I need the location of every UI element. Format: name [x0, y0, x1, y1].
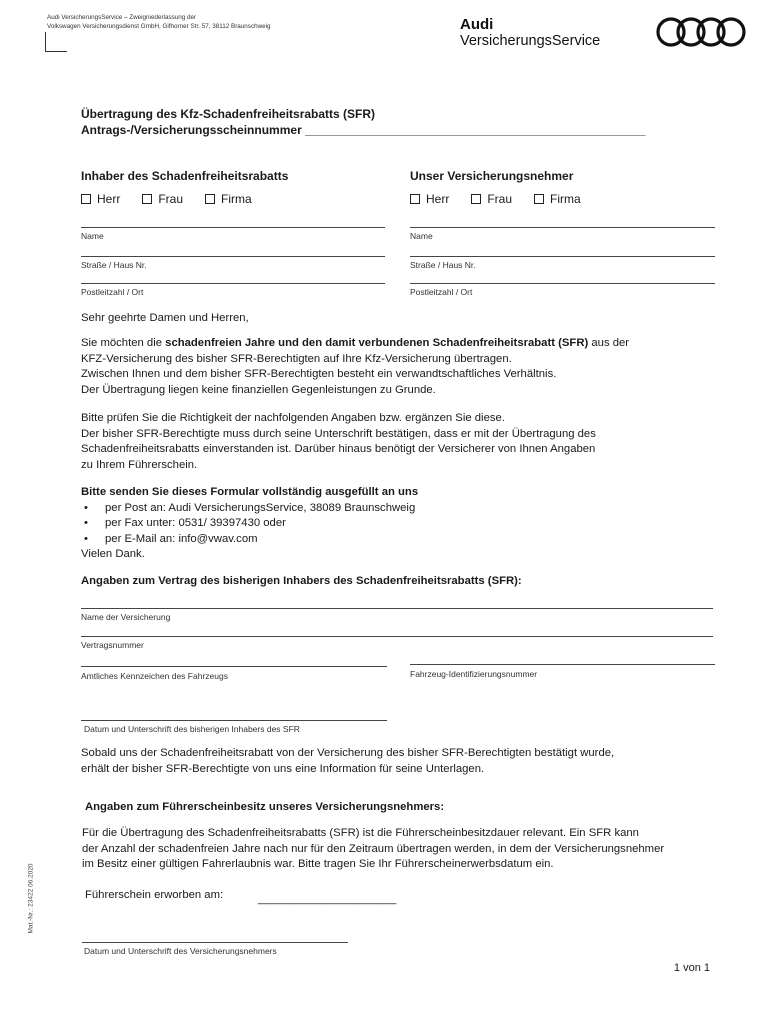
license-line-2: der Anzahl der schadenfreien Jahre nach nur für den Zeitraum übertragen werden, in dem der Versicherungsnehmer: [82, 842, 665, 855]
checkbox-label: Firma: [550, 192, 581, 206]
checkbox-icon[interactable]: [81, 194, 91, 204]
contract-number-field[interactable]: Antrags-/Versicherungsscheinnummer ___________________________________________________: [81, 123, 646, 137]
left-checkbox-herr[interactable]: [81, 192, 120, 206]
license-line-1: Für die Übertragung des Schadenfreiheitsrabatts (SFR) ist die Führerscheinbesitzdauer relevant. Ein SFR kann: [82, 827, 639, 839]
checkbox-icon[interactable]: [534, 194, 544, 204]
right-checkbox-frau[interactable]: [471, 192, 512, 206]
vin-field[interactable]: [410, 664, 715, 665]
left-checkbox-firma[interactable]: [205, 192, 252, 206]
greeting: Sehr geehrte Damen und Herren,: [81, 312, 249, 324]
intro-bold-text: schadenfreien Jahre und den damit verbundenen Schadenfreiheitsrabatt (SFR): [165, 337, 589, 349]
thanks-text: Vielen Dank.: [81, 548, 145, 560]
checkbox-icon[interactable]: [410, 194, 420, 204]
intro-paragraph: [81, 336, 731, 398]
contract-number-label: Vertragsnummer: [81, 640, 144, 650]
fold-mark: [45, 32, 46, 52]
right-column-heading: Unser Versicherungsnehmer: [410, 169, 574, 183]
license-date-field[interactable]: ______________________: [258, 893, 397, 905]
intro-line-4: Der Übertragung liegen keine finanziellen Gegenleistungen zu Grunde.: [81, 383, 436, 396]
left-checkbox-frau[interactable]: [142, 192, 183, 206]
right-street-field[interactable]: [410, 256, 715, 257]
note-line-2: erhält der bisher SFR-Berechtigte von uns eine Information für seine Unterlagen.: [81, 762, 485, 775]
material-number: Mat.-Nr.: 23422 06.2020: [27, 863, 35, 934]
right-name-label: Name: [410, 231, 433, 241]
left-salutation-options: [81, 192, 274, 206]
right-name-field[interactable]: [410, 227, 715, 228]
checkbox-label: Herr: [426, 192, 450, 206]
intro-line-3: Zwischen Ihnen und dem bisher SFR-Berechtigten besteht ein verwandtschaftliches Verhältnis.: [81, 368, 557, 380]
right-city-field[interactable]: [410, 283, 715, 284]
left-street-field[interactable]: [81, 256, 385, 257]
license-acquired-label: Führerschein erworben am:: [85, 889, 224, 901]
brand-line-2: VersicherungsService: [460, 33, 601, 49]
insurer-field[interactable]: [81, 608, 713, 609]
send-heading: Bitte senden Sie dieses Formular vollständig ausgefüllt an uns: [81, 486, 419, 498]
checkbox-icon[interactable]: [471, 194, 481, 204]
instructions-line-2: Der bisher SFR-Berechtigte muss durch seine Unterschrift bestätigen, dass er mit der Übertragung des: [81, 427, 596, 440]
send-options-list: [81, 501, 731, 548]
right-salutation-options: [410, 192, 603, 206]
holder-signature-label: Datum und Unterschrift des Versicherungsnehmers: [84, 946, 277, 956]
intro-line-2: KFZ-Versicherung des bisher SFR-Berechtigten auf Ihre Kfz-Versicherung übertragen.: [81, 352, 512, 365]
license-paragraph: [82, 826, 762, 873]
fold-mark-horizontal: [45, 51, 67, 52]
list-item: • per Fax unter: 0531/ 39397430 oder: [81, 516, 731, 532]
audi-rings-logo-icon: [655, 16, 747, 48]
previous-holder-signature-label: Datum und Unterschrift des bisherigen Inhabers des SFR: [84, 724, 300, 734]
left-city-label: Postleitzahl / Ort: [81, 287, 144, 297]
left-column-heading: Inhaber des Schadenfreiheitsrabatts: [81, 169, 289, 183]
license-heading: Angaben zum Führerscheinbesitz unseres Versicherungsnehmers:: [85, 801, 445, 813]
send-section: [81, 485, 731, 563]
sender-line-2: Volkswagen Versicherungsdienst GmbH, Gifhorner Str. 57, 38112 Braunschweig: [47, 23, 271, 30]
page-number: 1 von 1: [673, 962, 710, 974]
checkbox-label: Firma: [221, 192, 252, 206]
right-checkbox-firma[interactable]: [534, 192, 581, 206]
previous-holder-signature-field[interactable]: [81, 720, 387, 721]
intro-text-end: aus der: [588, 337, 630, 349]
right-street-label: Straße / Haus Nr.: [410, 260, 476, 270]
brand-name: [460, 17, 600, 50]
sender-line-1: Audi VersicherungsService – Zweigniederlassung der: [47, 14, 197, 21]
right-city-label: Postleitzahl / Ort: [410, 287, 473, 297]
plate-label: Amtliches Kennzeichen des Fahrzeugs: [81, 671, 228, 681]
sender-address: [47, 13, 271, 31]
instructions-line-3: Schadenfreiheitsrabatts einverstanden ist. Darüber hinaus benötigt der Versicherer von Ihnen Angaben: [81, 443, 596, 455]
note-line-1: Sobald uns der Schadenfreiheitsrabatt von der Versicherung des bisher SFR-Berechtigten bestätigt wurde,: [81, 747, 615, 759]
list-item: • per E-Mail an: info@vwav.com: [81, 532, 731, 548]
checkbox-icon[interactable]: [205, 194, 215, 204]
checkbox-icon[interactable]: [142, 194, 152, 204]
holder-signature-field[interactable]: [82, 942, 348, 943]
form-title: [81, 106, 645, 138]
confirmation-note: [81, 746, 731, 777]
plate-field[interactable]: [81, 666, 387, 667]
left-name-field[interactable]: [81, 227, 385, 228]
list-item: • per Post an: Audi VersicherungsService, 38089 Braunschweig: [81, 501, 731, 517]
right-checkbox-herr[interactable]: [410, 192, 449, 206]
contract-heading: Angaben zum Vertrag des bisherigen Inhabers des Schadenfreiheitsrabatts (SFR):: [81, 575, 522, 587]
form-title-line-1: Übertragung des Kfz-Schadenfreiheitsrabatts (SFR): [81, 107, 376, 121]
left-street-label: Straße / Haus Nr.: [81, 260, 147, 270]
checkbox-label: Frau: [158, 192, 184, 206]
intro-text: Sie möchten die: [81, 337, 166, 349]
instructions-line-1: Bitte prüfen Sie die Richtigkeit der nachfolgenden Angaben bzw. ergänzen Sie diese.: [81, 412, 505, 424]
contract-number-line[interactable]: [81, 636, 713, 637]
checkbox-label: Herr: [97, 192, 121, 206]
brand-line-1: Audi: [460, 16, 494, 33]
license-line-3: im Besitz einer gültigen Fahrerlaubnis war. Bitte tragen Sie Ihr Führerscheinerwerbsdatum ein.: [82, 858, 554, 870]
instructions-line-4: zu Ihrem Führerschein.: [81, 458, 198, 471]
checkbox-label: Frau: [487, 192, 513, 206]
left-city-field[interactable]: [81, 283, 385, 284]
vin-label: Fahrzeug-Identifizierungsnummer: [410, 669, 538, 679]
instructions-paragraph: [81, 411, 731, 473]
left-name-label: Name: [81, 231, 104, 241]
insurer-label: Name der Versicherung: [81, 612, 171, 622]
